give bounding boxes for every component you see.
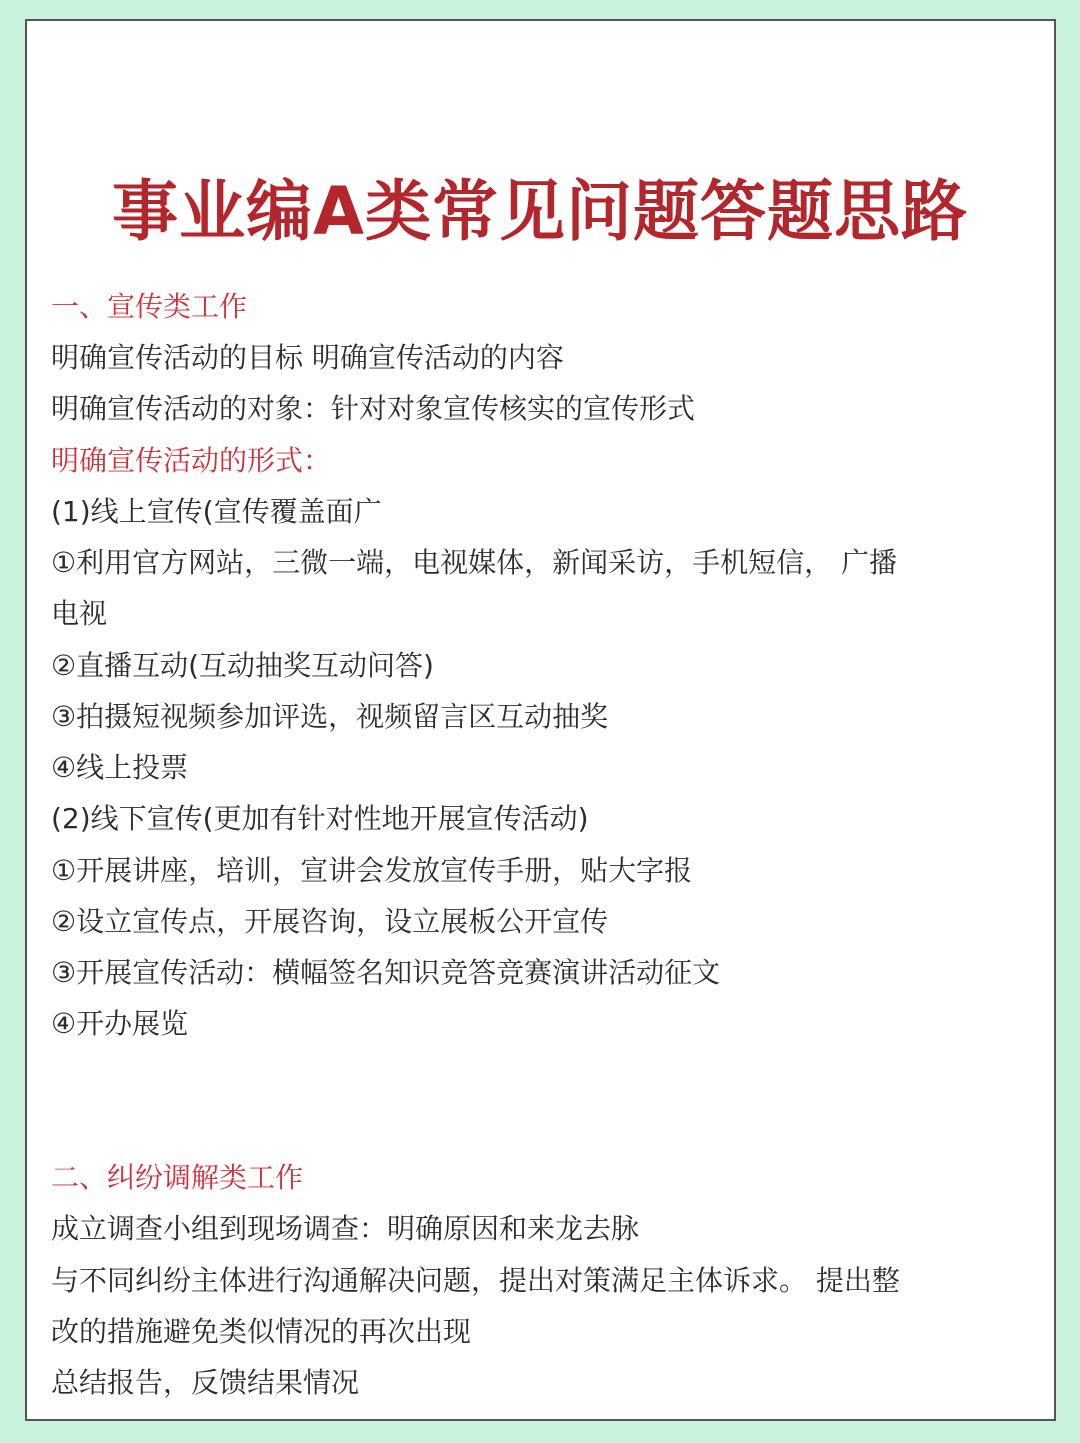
form-heading: 明确宣传活动的形式： bbox=[51, 444, 332, 477]
offline-item-4: ④开办展览 bbox=[51, 1007, 189, 1040]
online-item-2: ②直播互动(互动抽奖互动问答) bbox=[51, 649, 434, 682]
offline-item-3: ③开展宣传活动：横幅签名知识竞答竞赛演讲活动征文 bbox=[51, 956, 721, 989]
online-label: (1)线上宣传(宣传覆盖面广 bbox=[51, 495, 382, 528]
offline-item-2: ②设立宣传点，开展咨询，设立展板公开宣传 bbox=[51, 905, 609, 938]
section2-line-1: 成立调查小组到现场调查：明确原因和来龙去脉 bbox=[51, 1212, 640, 1245]
section2-line-3: 改的措施避免类似情况的再次出现 bbox=[51, 1315, 472, 1348]
offline-item-1: ①开展讲座，培训，宣讲会发放宣传手册，贴大字报 bbox=[51, 854, 693, 887]
section1-heading: 一、宣传类工作 bbox=[51, 290, 248, 323]
online-item-1: ①利用官方网站，三微一端，电视媒体，新闻采访，手机短信， 广播 bbox=[51, 546, 898, 579]
section2-line-4: 总结报告，反馈结果情况 bbox=[51, 1366, 360, 1399]
online-item-1-cont: 电视 bbox=[51, 597, 108, 630]
section1-line-1: 明确宣传活动的目标 明确宣传活动的内容 bbox=[51, 341, 564, 374]
section2-heading: 二、纠纷调解类工作 bbox=[51, 1161, 304, 1194]
section1-line-2: 明确宣传活动的对象：针对对象宣传核实的宣传形式 bbox=[51, 392, 696, 425]
offline-label: (2)线下宣传(更加有针对性地开展宣传活动) bbox=[51, 802, 589, 835]
online-item-3: ③拍摄短视频参加评选，视频留言区互动抽奖 bbox=[51, 700, 609, 733]
online-item-4: ④线上投票 bbox=[51, 751, 189, 784]
page-title: 事业编A类常见问题答题思路 bbox=[111, 173, 969, 250]
section2-line-2: 与不同纠纷主体进行沟通解决问题，提出对策满足主体诉求。 提出整 bbox=[51, 1264, 900, 1297]
